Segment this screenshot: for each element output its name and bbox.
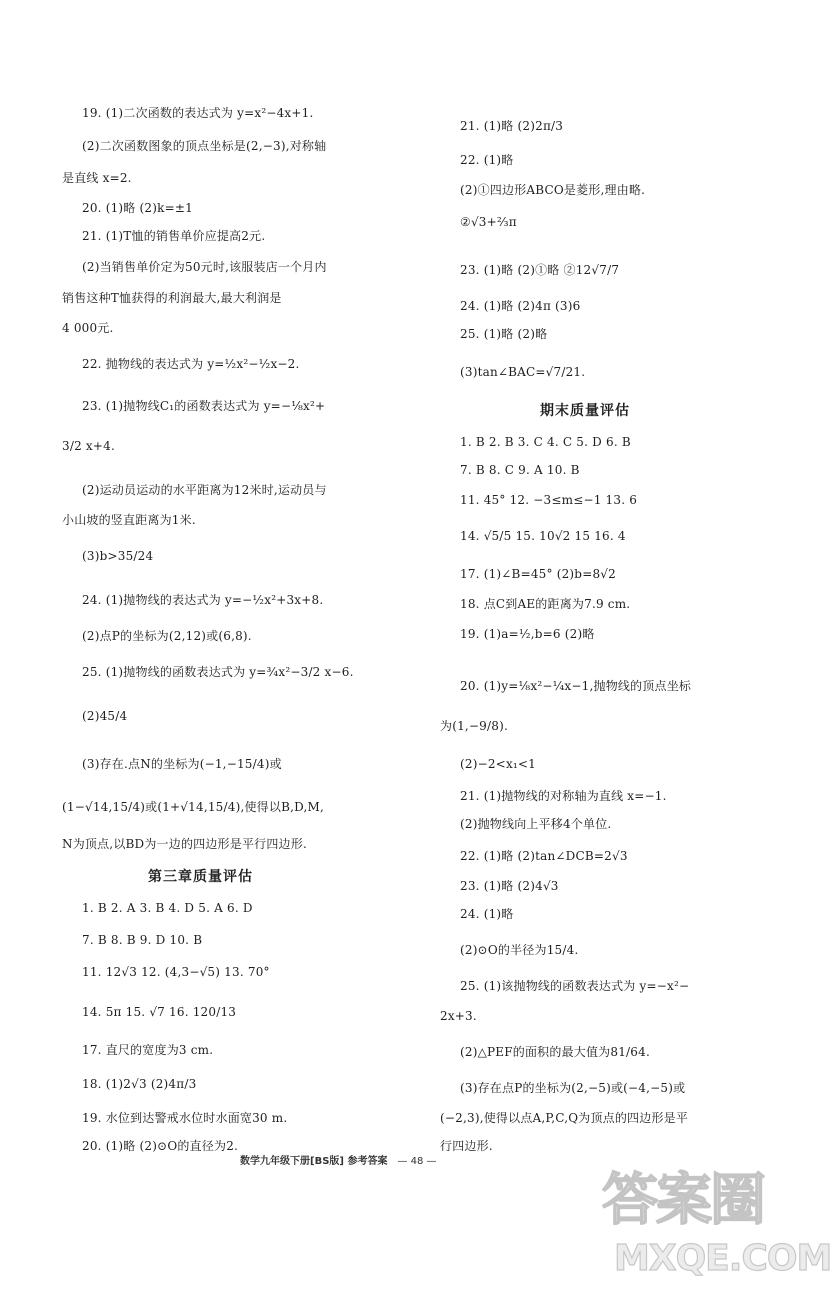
answer-line: 4 000元.: [62, 321, 114, 335]
answer-line: 24. (1)略 (2)4π (3)6: [460, 299, 581, 313]
answer-line: 20. (1)y=⅛x²−¼x−1,抛物线的顶点坐标: [460, 679, 692, 693]
answer-line: 2x+3.: [440, 1009, 477, 1023]
answer-line: 25. (1)抛物线的函数表达式为 y=¾x²−3/2 x−6.: [82, 665, 354, 679]
answer-line: 14. 5π 15. √7 16. 120/13: [82, 1005, 237, 1019]
answer-line: 25. (1)该抛物线的函数表达式为 y=−x²−: [460, 979, 690, 993]
answer-line: 为(1,−9/8).: [440, 719, 508, 733]
answer-line: 7. B 8. B 9. D 10. B: [82, 933, 203, 947]
answer-line: 20. (1)略 (2)⊙O的直径为2.: [82, 1139, 239, 1153]
section-title-chapter3: 第三章质量评估: [148, 869, 253, 885]
answer-line: 23. (1)抛物线C₁的函数表达式为 y=−⅛x²+: [82, 399, 326, 413]
answer-line: 11. 45° 12. −3≤m≤−1 13. 6: [460, 493, 638, 507]
answer-line: 21. (1)抛物线的对称轴为直线 x=−1.: [460, 789, 667, 803]
answer-line: ②√3+⅔π: [460, 215, 517, 229]
answer-line: 小山坡的竖直距离为1米.: [62, 513, 196, 527]
answer-line: 17. (1)∠B=45° (2)b=8√2: [460, 567, 616, 581]
answer-line: (1−√14,15/4)或(1+√14,15/4),使得以B,D,M,: [62, 800, 325, 814]
answer-line: 销售这种T恤获得的利润最大,最大利润是: [62, 291, 282, 305]
answer-line: (2)二次函数图象的顶点坐标是(2,−3),对称轴: [82, 139, 327, 153]
answer-line: (2)抛物线向上平移4个单位.: [460, 817, 612, 831]
answer-line: 23. (1)略 (2)①略 ②12√7/7: [460, 263, 620, 277]
answer-line: (2)45/4: [82, 709, 128, 723]
answer-line: (2)⊙O的半径为15/4.: [460, 943, 579, 957]
answer-line: 18. 点C到AE的距离为7.9 cm.: [460, 597, 631, 611]
page-number: — 48 —: [397, 1156, 437, 1167]
answer-line: 7. B 8. C 9. A 10. B: [460, 463, 580, 477]
answer-line: (3)b>35/24: [82, 549, 154, 563]
answer-line: (2)运动员运动的水平距离为12米时,运动员与: [82, 483, 327, 497]
answer-line: 19. (1)二次函数的表达式为 y=x²−4x+1.: [82, 106, 314, 120]
page-footer: [240, 1152, 437, 1167]
answer-line: 11. 12√3 12. (4,3−√5) 13. 70°: [82, 965, 270, 979]
answer-line: 22. 抛物线的表达式为 y=½x²−½x−2.: [82, 357, 300, 371]
watermark-text: 答案圈: [602, 1168, 764, 1233]
answer-line: 行四边形.: [440, 1139, 493, 1153]
answer-line: (3)存在点P的坐标为(2,−5)或(−4,−5)或: [460, 1081, 686, 1095]
section-title-final: 期末质量评估: [540, 403, 630, 419]
answer-line: N为顶点,以BD为一边的四边形是平行四边形.: [62, 837, 307, 851]
answer-line: 是直线 x=2.: [62, 171, 132, 185]
answer-line: 19. (1)a=½,b=6 (2)略: [460, 627, 595, 641]
answer-line: 22. (1)略 (2)tan∠DCB=2√3: [460, 849, 628, 863]
answer-line: (3)tan∠BAC=√7/21.: [460, 365, 586, 379]
answer-line: (3)存在.点N的坐标为(−1,−15/4)或: [82, 757, 282, 771]
answer-line: 18. (1)2√3 (2)4π/3: [82, 1077, 197, 1091]
answer-line: 21. (1)略 (2)2π/3: [460, 119, 564, 133]
answer-line: 20. (1)略 (2)k=±1: [82, 201, 193, 215]
answer-line: (2)当销售单价定为50元时,该服装店一个月内: [82, 260, 327, 274]
watermark-url: MXQE.COM: [614, 1238, 831, 1279]
answer-line: 1. B 2. B 3. C 4. C 5. D 6. B: [460, 435, 631, 449]
answer-line: (2)△PEF的面积的最大值为81/64.: [460, 1045, 650, 1059]
answer-line: 24. (1)抛物线的表达式为 y=−½x²+3x+8.: [82, 593, 324, 607]
answer-line: 25. (1)略 (2)略: [460, 327, 548, 341]
answer-line: 14. √5/5 15. 10√2 15 16. 4: [460, 529, 626, 543]
answer-line: 3/2 x+4.: [62, 439, 115, 453]
answer-line: 19. 水位到达警戒水位时水面宽30 m.: [82, 1111, 288, 1125]
footer-book-title: 数学九年级下册[BS版] 参考答案: [240, 1156, 388, 1167]
answer-line: 21. (1)T恤的销售单价应提高2元.: [82, 229, 266, 243]
answer-line: (2)−2<x₁<1: [460, 757, 537, 771]
watermark-logo: [596, 1146, 831, 1296]
answer-line: (2)①四边形ABCO是菱形,理由略.: [460, 183, 646, 197]
answer-line: 22. (1)略: [460, 153, 514, 167]
answer-line: (−2,3),使得以点A,P,C,Q为顶点的四边形是平: [440, 1111, 689, 1125]
answer-line: 23. (1)略 (2)4√3: [460, 879, 559, 893]
answer-line: 24. (1)略: [460, 907, 514, 921]
answer-line: 17. 直尺的宽度为3 cm.: [82, 1043, 214, 1057]
answer-line: 1. B 2. A 3. B 4. D 5. A 6. D: [82, 901, 253, 915]
answer-line: (2)点P的坐标为(2,12)或(6,8).: [82, 629, 252, 643]
